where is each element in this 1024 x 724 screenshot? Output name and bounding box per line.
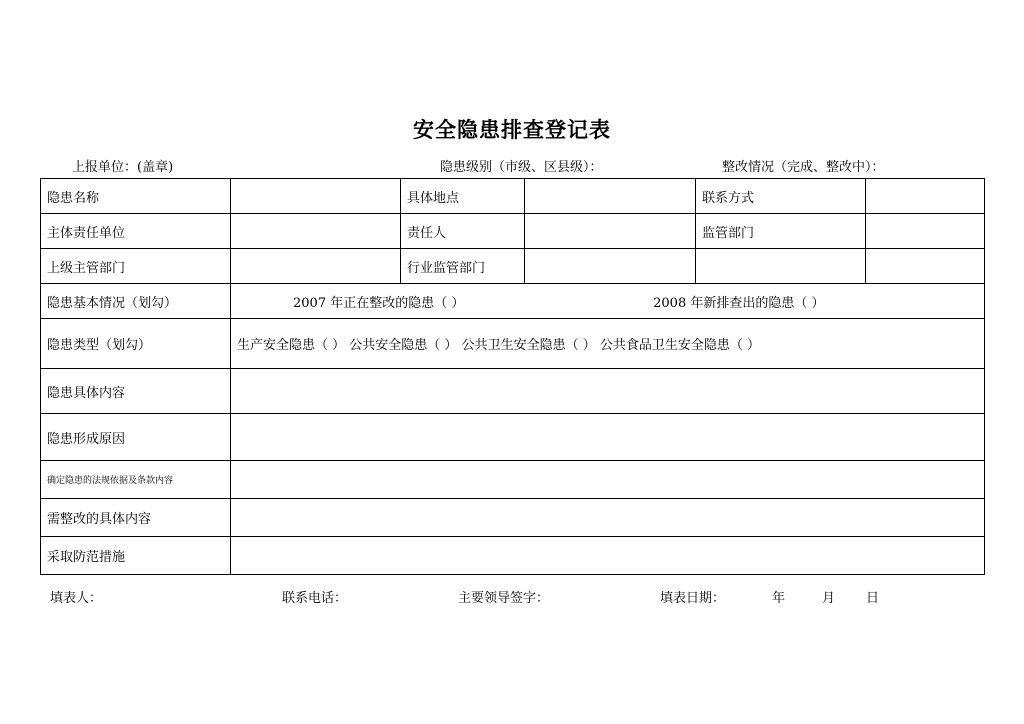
- responsible-unit-field[interactable]: [231, 214, 401, 249]
- supervisor-dept-label: 监管部门: [696, 214, 866, 249]
- hazard-name-field[interactable]: [231, 179, 401, 214]
- basic-situation-options: [231, 284, 985, 319]
- filler-label: 填表人：: [50, 591, 103, 606]
- responsible-unit-label: 主体责任单位: [41, 214, 231, 249]
- industry-dept-field[interactable]: [525, 249, 696, 284]
- registration-table: [40, 178, 985, 575]
- hazard-content-field[interactable]: [231, 369, 985, 414]
- table-row: [41, 319, 985, 369]
- table-row: [41, 414, 985, 461]
- date-year-label: 年: [772, 591, 786, 606]
- table-row: [41, 537, 985, 575]
- basic-option-2008[interactable]: 2008 年新排查出的隐患（ ）: [653, 295, 825, 311]
- hazard-cause-field[interactable]: [231, 414, 985, 461]
- table-row: [41, 369, 985, 414]
- location-label: 具体地点: [401, 179, 525, 214]
- type-option-public-health[interactable]: 公共卫生安全隐患（ ）: [461, 338, 596, 353]
- leader-signature-label: 主要领导签字：: [458, 591, 550, 606]
- basic-option-2007[interactable]: 2007 年正在整改的隐患（ ）: [293, 295, 465, 311]
- date-day-label: 日: [866, 591, 880, 606]
- blank-cell[interactable]: [696, 249, 866, 284]
- rectification-content-field[interactable]: [231, 499, 985, 537]
- fill-date-label: 填表日期：: [660, 591, 726, 606]
- rectification-status-label: 整改情况（完成、整改中）：: [722, 160, 885, 175]
- type-option-public[interactable]: 公共安全隐患（ ）: [349, 338, 458, 353]
- phone-label: 联系电话：: [282, 591, 348, 606]
- table-row: [41, 499, 985, 537]
- hazard-content-label: 隐患具体内容: [41, 369, 231, 414]
- preventive-measures-label: 采取防范措施: [41, 537, 231, 575]
- hazard-type-label: 隐患类型（划勾）: [41, 319, 231, 369]
- superior-dept-field[interactable]: [231, 249, 401, 284]
- contact-field[interactable]: [866, 179, 985, 214]
- type-option-production[interactable]: 生产安全隐患（ ）: [237, 338, 346, 353]
- superior-dept-label: 上级主管部门: [41, 249, 231, 284]
- table-row: [41, 284, 985, 319]
- responsible-person-label: 责任人: [401, 214, 525, 249]
- hazard-level-label: 隐患级别（市级、区县级）：: [440, 160, 603, 175]
- report-unit-label: 上报单位：(盖章): [72, 160, 174, 175]
- blank-cell[interactable]: [866, 249, 985, 284]
- table-row: [41, 461, 985, 499]
- hazard-name-label: 隐患名称: [41, 179, 231, 214]
- form-title: 安全隐患排查登记表: [413, 117, 611, 142]
- legal-basis-field[interactable]: [231, 461, 985, 499]
- basic-situation-label: 隐患基本情况（划勾）: [41, 284, 231, 319]
- location-field[interactable]: [525, 179, 696, 214]
- type-option-food-health[interactable]: 公共食品卫生安全隐患（ ）: [599, 338, 760, 353]
- responsible-person-field[interactable]: [525, 214, 696, 249]
- rectification-content-label: 需整改的具体内容: [41, 499, 231, 537]
- legal-basis-label: 确定隐患的法规依据及条款内容: [41, 461, 231, 499]
- table-row: [41, 179, 985, 214]
- hazard-cause-label: 隐患形成原因: [41, 414, 231, 461]
- preventive-measures-field[interactable]: [231, 537, 985, 575]
- date-month-label: 月: [822, 591, 836, 606]
- hazard-type-options: [231, 319, 985, 369]
- supervisor-dept-field[interactable]: [866, 214, 985, 249]
- table-row: [41, 249, 985, 284]
- industry-dept-label: 行业监管部门: [401, 249, 525, 284]
- table-row: [41, 214, 985, 249]
- contact-label: 联系方式: [696, 179, 866, 214]
